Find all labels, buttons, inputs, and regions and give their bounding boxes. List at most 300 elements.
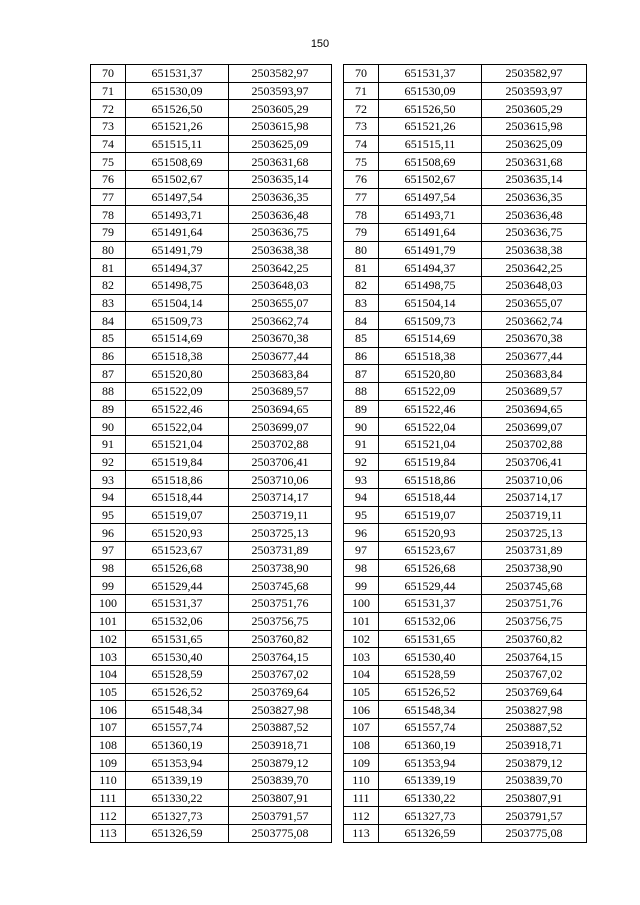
y-coordinate-cell: 2503710,06 (482, 471, 587, 489)
table-row (344, 294, 587, 312)
y-coordinate-cell: 2503887,52 (482, 718, 587, 736)
point-number-cell: 91 (344, 436, 379, 454)
y-coordinate-cell: 2503683,84 (482, 365, 587, 383)
table-row (91, 754, 332, 772)
x-coordinate-cell: 651360,19 (379, 736, 482, 754)
table-row (91, 789, 332, 807)
x-coordinate-cell: 651519,84 (126, 453, 229, 471)
table-row (91, 383, 332, 401)
y-coordinate-cell: 2503636,35 (482, 188, 587, 206)
table-row (344, 400, 587, 418)
x-coordinate-cell: 651532,06 (126, 612, 229, 630)
coordinates-table-right (343, 64, 587, 843)
table-row (344, 524, 587, 542)
point-number-cell: 72 (91, 100, 126, 118)
x-coordinate-cell: 651522,46 (379, 400, 482, 418)
y-coordinate-cell: 2503719,11 (229, 506, 332, 524)
point-number-cell: 95 (91, 506, 126, 524)
table-row (91, 277, 332, 295)
point-number-cell: 89 (91, 400, 126, 418)
x-coordinate-cell: 651520,80 (126, 365, 229, 383)
x-coordinate-cell: 651526,52 (379, 683, 482, 701)
point-number-cell: 109 (91, 754, 126, 772)
y-coordinate-cell: 2503625,09 (229, 135, 332, 153)
table-row (91, 65, 332, 83)
x-coordinate-cell: 651530,40 (379, 648, 482, 666)
point-number-cell: 92 (91, 453, 126, 471)
x-coordinate-cell: 651339,19 (379, 771, 482, 789)
y-coordinate-cell: 2503605,29 (229, 100, 332, 118)
x-coordinate-cell: 651521,04 (126, 436, 229, 454)
y-coordinate-cell: 2503918,71 (482, 736, 587, 754)
table-row (344, 807, 587, 825)
point-number-cell: 110 (91, 771, 126, 789)
table-row (91, 241, 332, 259)
y-coordinate-cell: 2503615,98 (482, 118, 587, 136)
x-coordinate-cell: 651521,04 (379, 436, 482, 454)
point-number-cell: 85 (91, 330, 126, 348)
y-coordinate-cell: 2503767,02 (229, 665, 332, 683)
table-row (344, 736, 587, 754)
x-coordinate-cell: 651497,54 (126, 188, 229, 206)
point-number-cell: 94 (91, 489, 126, 507)
x-coordinate-cell: 651498,75 (379, 277, 482, 295)
x-coordinate-cell: 651526,52 (126, 683, 229, 701)
y-coordinate-cell: 2503593,97 (482, 82, 587, 100)
x-coordinate-cell: 651522,04 (379, 418, 482, 436)
table-row (344, 82, 587, 100)
x-coordinate-cell: 651353,94 (126, 754, 229, 772)
point-number-cell: 95 (344, 506, 379, 524)
x-coordinate-cell: 651519,84 (379, 453, 482, 471)
table-row (344, 665, 587, 683)
point-number-cell: 86 (344, 347, 379, 365)
table-row (91, 683, 332, 701)
x-coordinate-cell: 651557,74 (126, 718, 229, 736)
x-coordinate-cell: 651491,64 (126, 224, 229, 242)
x-coordinate-cell: 651326,59 (126, 824, 229, 842)
table-row (91, 718, 332, 736)
y-coordinate-cell: 2503764,15 (482, 648, 587, 666)
y-coordinate-cell: 2503702,88 (482, 436, 587, 454)
y-coordinate-cell: 2503725,13 (229, 524, 332, 542)
x-coordinate-cell: 651508,69 (379, 153, 482, 171)
table-row (91, 771, 332, 789)
x-coordinate-cell: 651514,69 (126, 330, 229, 348)
x-coordinate-cell: 651520,93 (379, 524, 482, 542)
x-coordinate-cell: 651494,37 (379, 259, 482, 277)
y-coordinate-cell: 2503662,74 (229, 312, 332, 330)
point-number-cell: 83 (344, 294, 379, 312)
x-coordinate-cell: 651330,22 (379, 789, 482, 807)
table-row (344, 648, 587, 666)
table-row (91, 436, 332, 454)
x-coordinate-cell: 651548,34 (126, 701, 229, 719)
y-coordinate-cell: 2503827,98 (229, 701, 332, 719)
table-row (344, 100, 587, 118)
x-coordinate-cell: 651526,68 (126, 559, 229, 577)
point-number-cell: 70 (344, 65, 379, 83)
x-coordinate-cell: 651521,26 (126, 118, 229, 136)
table-row (344, 436, 587, 454)
x-coordinate-cell: 651518,44 (126, 489, 229, 507)
x-coordinate-cell: 651520,93 (126, 524, 229, 542)
point-number-cell: 104 (344, 665, 379, 683)
y-coordinate-cell: 2503745,68 (229, 577, 332, 595)
table-row (344, 383, 587, 401)
table-row (91, 100, 332, 118)
x-coordinate-cell: 651330,22 (126, 789, 229, 807)
table-row (344, 312, 587, 330)
table-row (344, 118, 587, 136)
y-coordinate-cell: 2503775,08 (229, 824, 332, 842)
x-coordinate-cell: 651522,09 (379, 383, 482, 401)
point-number-cell: 79 (344, 224, 379, 242)
point-number-cell: 100 (344, 595, 379, 613)
point-number-cell: 74 (91, 135, 126, 153)
y-coordinate-cell: 2503638,38 (482, 241, 587, 259)
y-coordinate-cell: 2503636,75 (482, 224, 587, 242)
table-row (91, 736, 332, 754)
y-coordinate-cell: 2503648,03 (229, 277, 332, 295)
x-coordinate-cell: 651493,71 (126, 206, 229, 224)
y-coordinate-cell: 2503593,97 (229, 82, 332, 100)
y-coordinate-cell: 2503677,44 (229, 347, 332, 365)
point-number-cell: 84 (91, 312, 126, 330)
table-row (344, 171, 587, 189)
point-number-cell: 100 (91, 595, 126, 613)
table-row (91, 524, 332, 542)
y-coordinate-cell: 2503699,07 (482, 418, 587, 436)
x-coordinate-cell: 651522,04 (126, 418, 229, 436)
table-row (91, 577, 332, 595)
x-coordinate-cell: 651360,19 (126, 736, 229, 754)
table-row (344, 771, 587, 789)
y-coordinate-cell: 2503751,76 (229, 595, 332, 613)
y-coordinate-cell: 2503791,57 (229, 807, 332, 825)
point-number-cell: 78 (91, 206, 126, 224)
table-row (344, 471, 587, 489)
y-coordinate-cell: 2503725,13 (482, 524, 587, 542)
y-coordinate-cell: 2503827,98 (482, 701, 587, 719)
x-coordinate-cell: 651518,44 (379, 489, 482, 507)
point-number-cell: 75 (91, 153, 126, 171)
table-row (91, 418, 332, 436)
x-coordinate-cell: 651502,67 (126, 171, 229, 189)
x-coordinate-cell: 651326,59 (379, 824, 482, 842)
point-number-cell: 85 (344, 330, 379, 348)
table-row (91, 701, 332, 719)
x-coordinate-cell: 651523,67 (126, 542, 229, 560)
point-number-cell: 102 (91, 630, 126, 648)
y-coordinate-cell: 2503710,06 (229, 471, 332, 489)
x-coordinate-cell: 651522,09 (126, 383, 229, 401)
table-row (91, 807, 332, 825)
point-number-cell: 105 (344, 683, 379, 701)
x-coordinate-cell: 651531,65 (126, 630, 229, 648)
table-row (91, 400, 332, 418)
y-coordinate-cell: 2503756,75 (229, 612, 332, 630)
point-number-cell: 98 (91, 559, 126, 577)
point-number-cell: 87 (91, 365, 126, 383)
x-coordinate-cell: 651518,38 (379, 347, 482, 365)
x-coordinate-cell: 651497,54 (379, 188, 482, 206)
point-number-cell: 71 (344, 82, 379, 100)
table-row (344, 65, 587, 83)
point-number-cell: 101 (91, 612, 126, 630)
point-number-cell: 110 (344, 771, 379, 789)
x-coordinate-cell: 651531,37 (126, 65, 229, 83)
y-coordinate-cell: 2503635,14 (482, 171, 587, 189)
y-coordinate-cell: 2503731,89 (482, 542, 587, 560)
table-row (91, 347, 332, 365)
x-coordinate-cell: 651523,67 (379, 542, 482, 560)
table-row (91, 595, 332, 613)
point-number-cell: 111 (344, 789, 379, 807)
y-coordinate-cell: 2503636,35 (229, 188, 332, 206)
x-coordinate-cell: 651504,14 (379, 294, 482, 312)
y-coordinate-cell: 2503582,97 (229, 65, 332, 83)
x-coordinate-cell: 651532,06 (379, 612, 482, 630)
y-coordinate-cell: 2503760,82 (482, 630, 587, 648)
x-coordinate-cell: 651557,74 (379, 718, 482, 736)
point-number-cell: 93 (91, 471, 126, 489)
point-number-cell: 74 (344, 135, 379, 153)
table-row (344, 789, 587, 807)
table-row (344, 224, 587, 242)
y-coordinate-cell: 2503635,14 (229, 171, 332, 189)
point-number-cell: 88 (91, 383, 126, 401)
point-number-cell: 72 (344, 100, 379, 118)
point-number-cell: 88 (344, 383, 379, 401)
table-row (344, 241, 587, 259)
point-number-cell: 79 (91, 224, 126, 242)
point-number-cell: 82 (344, 277, 379, 295)
point-number-cell: 81 (344, 259, 379, 277)
point-number-cell: 98 (344, 559, 379, 577)
table-row (344, 277, 587, 295)
table-row (91, 559, 332, 577)
y-coordinate-cell: 2503714,17 (229, 489, 332, 507)
x-coordinate-cell: 651521,26 (379, 118, 482, 136)
point-number-cell: 111 (91, 789, 126, 807)
y-coordinate-cell: 2503760,82 (229, 630, 332, 648)
y-coordinate-cell: 2503767,02 (482, 665, 587, 683)
point-number-cell: 112 (91, 807, 126, 825)
y-coordinate-cell: 2503642,25 (229, 259, 332, 277)
point-number-cell: 99 (91, 577, 126, 595)
table-row (344, 683, 587, 701)
point-number-cell: 99 (344, 577, 379, 595)
y-coordinate-cell: 2503631,68 (482, 153, 587, 171)
x-coordinate-cell: 651530,40 (126, 648, 229, 666)
x-coordinate-cell: 651504,14 (126, 294, 229, 312)
y-coordinate-cell: 2503769,64 (229, 683, 332, 701)
point-number-cell: 77 (91, 188, 126, 206)
table-row (91, 294, 332, 312)
point-number-cell: 106 (91, 701, 126, 719)
x-coordinate-cell: 651531,37 (379, 595, 482, 613)
point-number-cell: 73 (344, 118, 379, 136)
table-row (344, 577, 587, 595)
point-number-cell: 90 (91, 418, 126, 436)
x-coordinate-cell: 651519,07 (379, 506, 482, 524)
y-coordinate-cell: 2503756,75 (482, 612, 587, 630)
point-number-cell: 103 (91, 648, 126, 666)
x-coordinate-cell: 651522,46 (126, 400, 229, 418)
y-coordinate-cell: 2503631,68 (229, 153, 332, 171)
x-coordinate-cell: 651353,94 (379, 754, 482, 772)
point-number-cell: 71 (91, 82, 126, 100)
point-number-cell: 109 (344, 754, 379, 772)
table-row (344, 135, 587, 153)
y-coordinate-cell: 2503694,65 (229, 400, 332, 418)
x-coordinate-cell: 651531,65 (379, 630, 482, 648)
table-row (344, 754, 587, 772)
table-row (344, 206, 587, 224)
y-coordinate-cell: 2503702,88 (229, 436, 332, 454)
table-row (344, 330, 587, 348)
point-number-cell: 84 (344, 312, 379, 330)
table-row (344, 542, 587, 560)
y-coordinate-cell: 2503839,70 (482, 771, 587, 789)
point-number-cell: 105 (91, 683, 126, 701)
y-coordinate-cell: 2503655,07 (229, 294, 332, 312)
y-coordinate-cell: 2503745,68 (482, 577, 587, 595)
x-coordinate-cell: 651530,09 (126, 82, 229, 100)
x-coordinate-cell: 651514,69 (379, 330, 482, 348)
point-number-cell: 93 (344, 471, 379, 489)
x-coordinate-cell: 651518,86 (126, 471, 229, 489)
y-coordinate-cell: 2503625,09 (482, 135, 587, 153)
table-row (344, 418, 587, 436)
y-coordinate-cell: 2503636,75 (229, 224, 332, 242)
table-row (344, 824, 587, 842)
table-row (344, 347, 587, 365)
point-number-cell: 86 (91, 347, 126, 365)
x-coordinate-cell: 651491,79 (126, 241, 229, 259)
point-number-cell: 76 (91, 171, 126, 189)
y-coordinate-cell: 2503719,11 (482, 506, 587, 524)
point-number-cell: 87 (344, 365, 379, 383)
x-coordinate-cell: 651520,80 (379, 365, 482, 383)
point-number-cell: 108 (91, 736, 126, 754)
y-coordinate-cell: 2503769,64 (482, 683, 587, 701)
x-coordinate-cell: 651491,64 (379, 224, 482, 242)
x-coordinate-cell: 651515,11 (126, 135, 229, 153)
y-coordinate-cell: 2503714,17 (482, 489, 587, 507)
y-coordinate-cell: 2503605,29 (482, 100, 587, 118)
table-row (91, 471, 332, 489)
table-row (91, 506, 332, 524)
point-number-cell: 113 (91, 824, 126, 842)
point-number-cell: 106 (344, 701, 379, 719)
y-coordinate-cell: 2503638,38 (229, 241, 332, 259)
table-row (91, 224, 332, 242)
table-row (344, 153, 587, 171)
point-number-cell: 107 (344, 718, 379, 736)
table-row (91, 612, 332, 630)
point-number-cell: 112 (344, 807, 379, 825)
point-number-cell: 107 (91, 718, 126, 736)
y-coordinate-cell: 2503887,52 (229, 718, 332, 736)
x-coordinate-cell: 651327,73 (126, 807, 229, 825)
table-row (344, 259, 587, 277)
x-coordinate-cell: 651529,44 (379, 577, 482, 595)
y-coordinate-cell: 2503699,07 (229, 418, 332, 436)
point-number-cell: 90 (344, 418, 379, 436)
table-row (91, 453, 332, 471)
point-number-cell: 92 (344, 453, 379, 471)
x-coordinate-cell: 651528,59 (379, 665, 482, 683)
y-coordinate-cell: 2503689,57 (482, 383, 587, 401)
x-coordinate-cell: 651509,73 (379, 312, 482, 330)
x-coordinate-cell: 651526,50 (379, 100, 482, 118)
y-coordinate-cell: 2503648,03 (482, 277, 587, 295)
y-coordinate-cell: 2503582,97 (482, 65, 587, 83)
point-number-cell: 76 (344, 171, 379, 189)
y-coordinate-cell: 2503879,12 (229, 754, 332, 772)
table-row (344, 612, 587, 630)
x-coordinate-cell: 651530,09 (379, 82, 482, 100)
point-number-cell: 73 (91, 118, 126, 136)
y-coordinate-cell: 2503683,84 (229, 365, 332, 383)
y-coordinate-cell: 2503775,08 (482, 824, 587, 842)
point-number-cell: 80 (91, 241, 126, 259)
table-row (91, 82, 332, 100)
point-number-cell: 91 (91, 436, 126, 454)
y-coordinate-cell: 2503662,74 (482, 312, 587, 330)
point-number-cell: 83 (91, 294, 126, 312)
table-row (91, 153, 332, 171)
table-row (91, 489, 332, 507)
x-coordinate-cell: 651493,71 (379, 206, 482, 224)
table-row (344, 718, 587, 736)
point-number-cell: 102 (344, 630, 379, 648)
y-coordinate-cell: 2503670,38 (229, 330, 332, 348)
point-number-cell: 104 (91, 665, 126, 683)
table-row (91, 665, 332, 683)
table-row (91, 330, 332, 348)
point-number-cell: 97 (91, 542, 126, 560)
table-row (91, 135, 332, 153)
x-coordinate-cell: 651498,75 (126, 277, 229, 295)
y-coordinate-cell: 2503764,15 (229, 648, 332, 666)
page-number: 150 (310, 38, 330, 50)
y-coordinate-cell: 2503655,07 (482, 294, 587, 312)
y-coordinate-cell: 2503807,91 (482, 789, 587, 807)
y-coordinate-cell: 2503751,76 (482, 595, 587, 613)
table-row (344, 630, 587, 648)
x-coordinate-cell: 651515,11 (379, 135, 482, 153)
point-number-cell: 101 (344, 612, 379, 630)
x-coordinate-cell: 651491,79 (379, 241, 482, 259)
point-number-cell: 89 (344, 400, 379, 418)
x-coordinate-cell: 651531,37 (379, 65, 482, 83)
table-row (91, 206, 332, 224)
point-number-cell: 82 (91, 277, 126, 295)
y-coordinate-cell: 2503694,65 (482, 400, 587, 418)
coordinates-table-left (90, 64, 332, 843)
y-coordinate-cell: 2503636,48 (482, 206, 587, 224)
y-coordinate-cell: 2503791,57 (482, 807, 587, 825)
y-coordinate-cell: 2503636,48 (229, 206, 332, 224)
x-coordinate-cell: 651509,73 (126, 312, 229, 330)
x-coordinate-cell: 651494,37 (126, 259, 229, 277)
y-coordinate-cell: 2503807,91 (229, 789, 332, 807)
table-row (344, 365, 587, 383)
point-number-cell: 96 (91, 524, 126, 542)
